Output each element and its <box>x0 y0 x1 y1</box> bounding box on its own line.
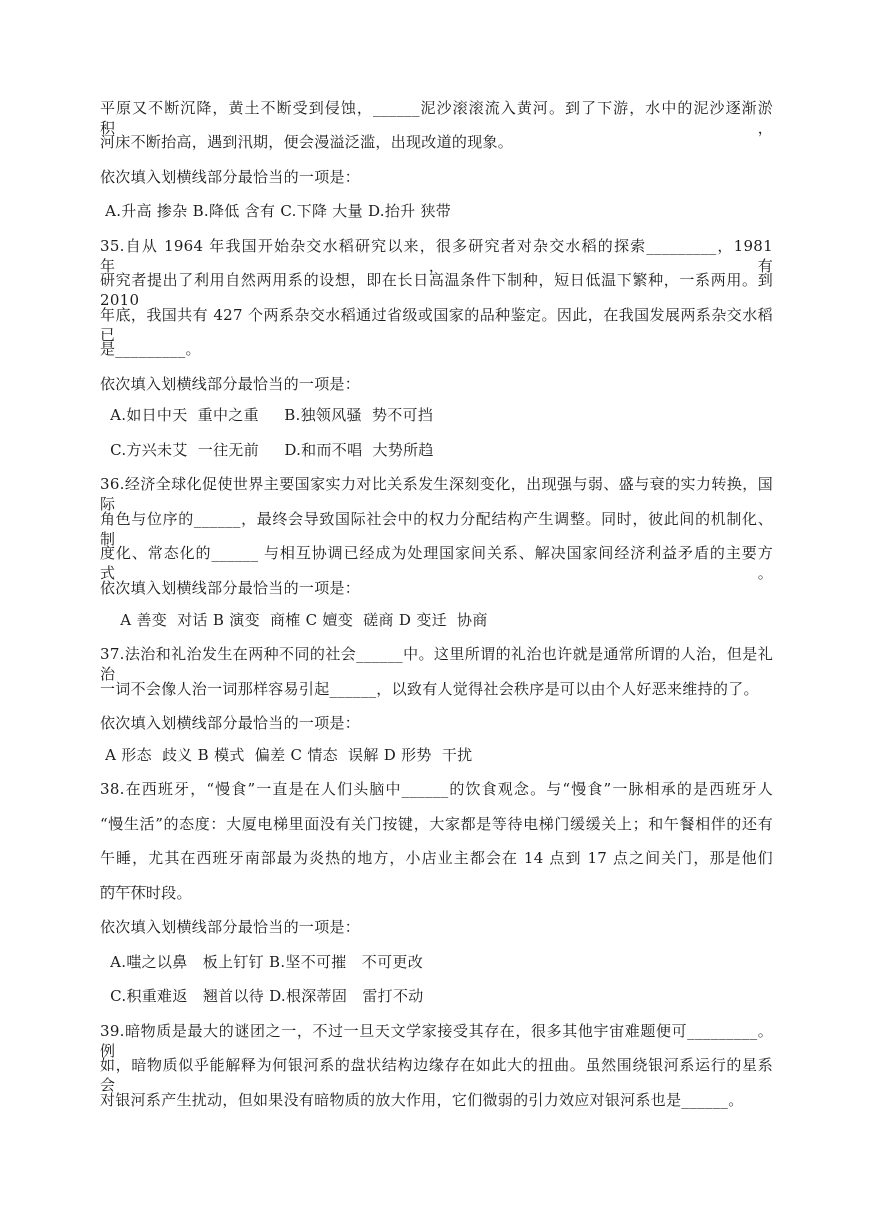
answer-options: A 形态 歧义 B 模式 偏差 C 情态 误解 D 形势 干扰 <box>100 746 473 764</box>
text-line: 是_________。 <box>100 340 201 358</box>
text-line: “慢生活”的态度：大厦电梯里面没有关门按键，大家都是等待电梯门缓缓关上；和午餐相伴的还有 <box>100 815 773 833</box>
answer-options: A.升高 掺杂 B.降低 含有 C.下降 大量 D.抬升 狭带 <box>100 202 452 220</box>
answer-options: C.积重难返 翘首以待 D.根深蒂固 雷打不动 <box>100 987 424 1005</box>
question-37: 37.法治和礼治发生在两种不同的社会______中。这里所谓的礼治也许就是通常所谓的人治，但是礼治 <box>100 645 773 683</box>
answer-options: A 善变 对话 B 演变 商榷 C 嬗变 磋商 D 变迁 协商 <box>100 611 488 629</box>
text-line: 角色与位序的______，最终会导致国际社会中的权力分配结构产生调整。同时，彼此间的机制化、制 <box>100 510 773 548</box>
question-36: 36.经济全球化促使世界主要国家实力对比关系发生深刻变化，出现强与弱、盛与衰的实力转换，国际 <box>100 475 773 513</box>
text-line: 依次填入划横线部分最恰当的一项是： <box>100 375 361 393</box>
text-line: 的午休时段。 <box>100 884 192 902</box>
question-38: 38.在西班牙，“慢食”一直是在人们头脑中______的饮食观念。与“慢食”一脉相承的是西班牙人 <box>100 780 773 798</box>
text-line: 依次填入划横线部分最恰当的一项是： <box>100 714 361 732</box>
answer-options: A.嗤之以鼻 板上钉钉 B.坚不可摧 不可更改 <box>100 953 424 971</box>
text-line: 年底，我国共有 427 个两系杂交水稻通过省级或国家的品种鉴定。因此，在我国发展两系杂交水稻已 <box>100 306 773 344</box>
text-line: 一词不会像人治一词那样容易引起______，以致有人觉得社会秩序是可以由个人好恶来维持的了。 <box>100 680 759 698</box>
question-39: 39.暗物质是最大的谜团之一，不过一旦天文学家接受其存在，很多其他宇宙难题便可_________。例 <box>100 1022 773 1060</box>
text-line: 度化、常态化的______ 与相互协调已经成为处理国家间关系、解决国家间经济利益矛盾的主要方式。 <box>100 544 773 582</box>
text-line: 依次填入划横线部分最恰当的一项是： <box>100 579 361 597</box>
question-35: 35.自从 1964 年我国开始杂交水稻研究以来，很多研究者对杂交水稻的探索_________，1981 年，有 <box>100 237 773 275</box>
text-line: 依次填入划横线部分最恰当的一项是： <box>100 918 361 936</box>
answer-options: A.如日中天 重中之重 B.独领风骚 势不可挡 <box>100 406 434 424</box>
text-line: 对银河系产生扰动，但如果没有暗物质的放大作用，它们微弱的引力效应对银河系也是______。 <box>100 1091 744 1109</box>
text-line: 平原又不断沉降，黄土不断受到侵蚀，______泥沙滚滚流入黄河。到了下游，水中的泥沙逐渐淤积， <box>100 99 773 137</box>
text-line: 研究者提出了利用自然两用系的设想，即在长日高温条件下制种，短日低温下繁种，一系两用。到 2010 <box>100 271 773 309</box>
text-line: 河床不断抬高，遇到汛期，便会漫溢泛滥，出现改道的现象。 <box>100 133 514 151</box>
text-line: 依次填入划横线部分最恰当的一项是： <box>100 168 361 186</box>
text-line: 如，暗物质似乎能解释为何银河系的盘状结构边缘存在如此大的扭曲。虽然围绕银河系运行的星系会 <box>100 1056 773 1094</box>
answer-options: C.方兴未艾 一往无前 D.和而不唱 大势所趋 <box>100 441 434 459</box>
text-line: 午睡，尤其在西班牙南部最为炎热的地方，小店业主都会在 14 点到 17 点之间关门，那是他们______ <box>100 849 773 887</box>
